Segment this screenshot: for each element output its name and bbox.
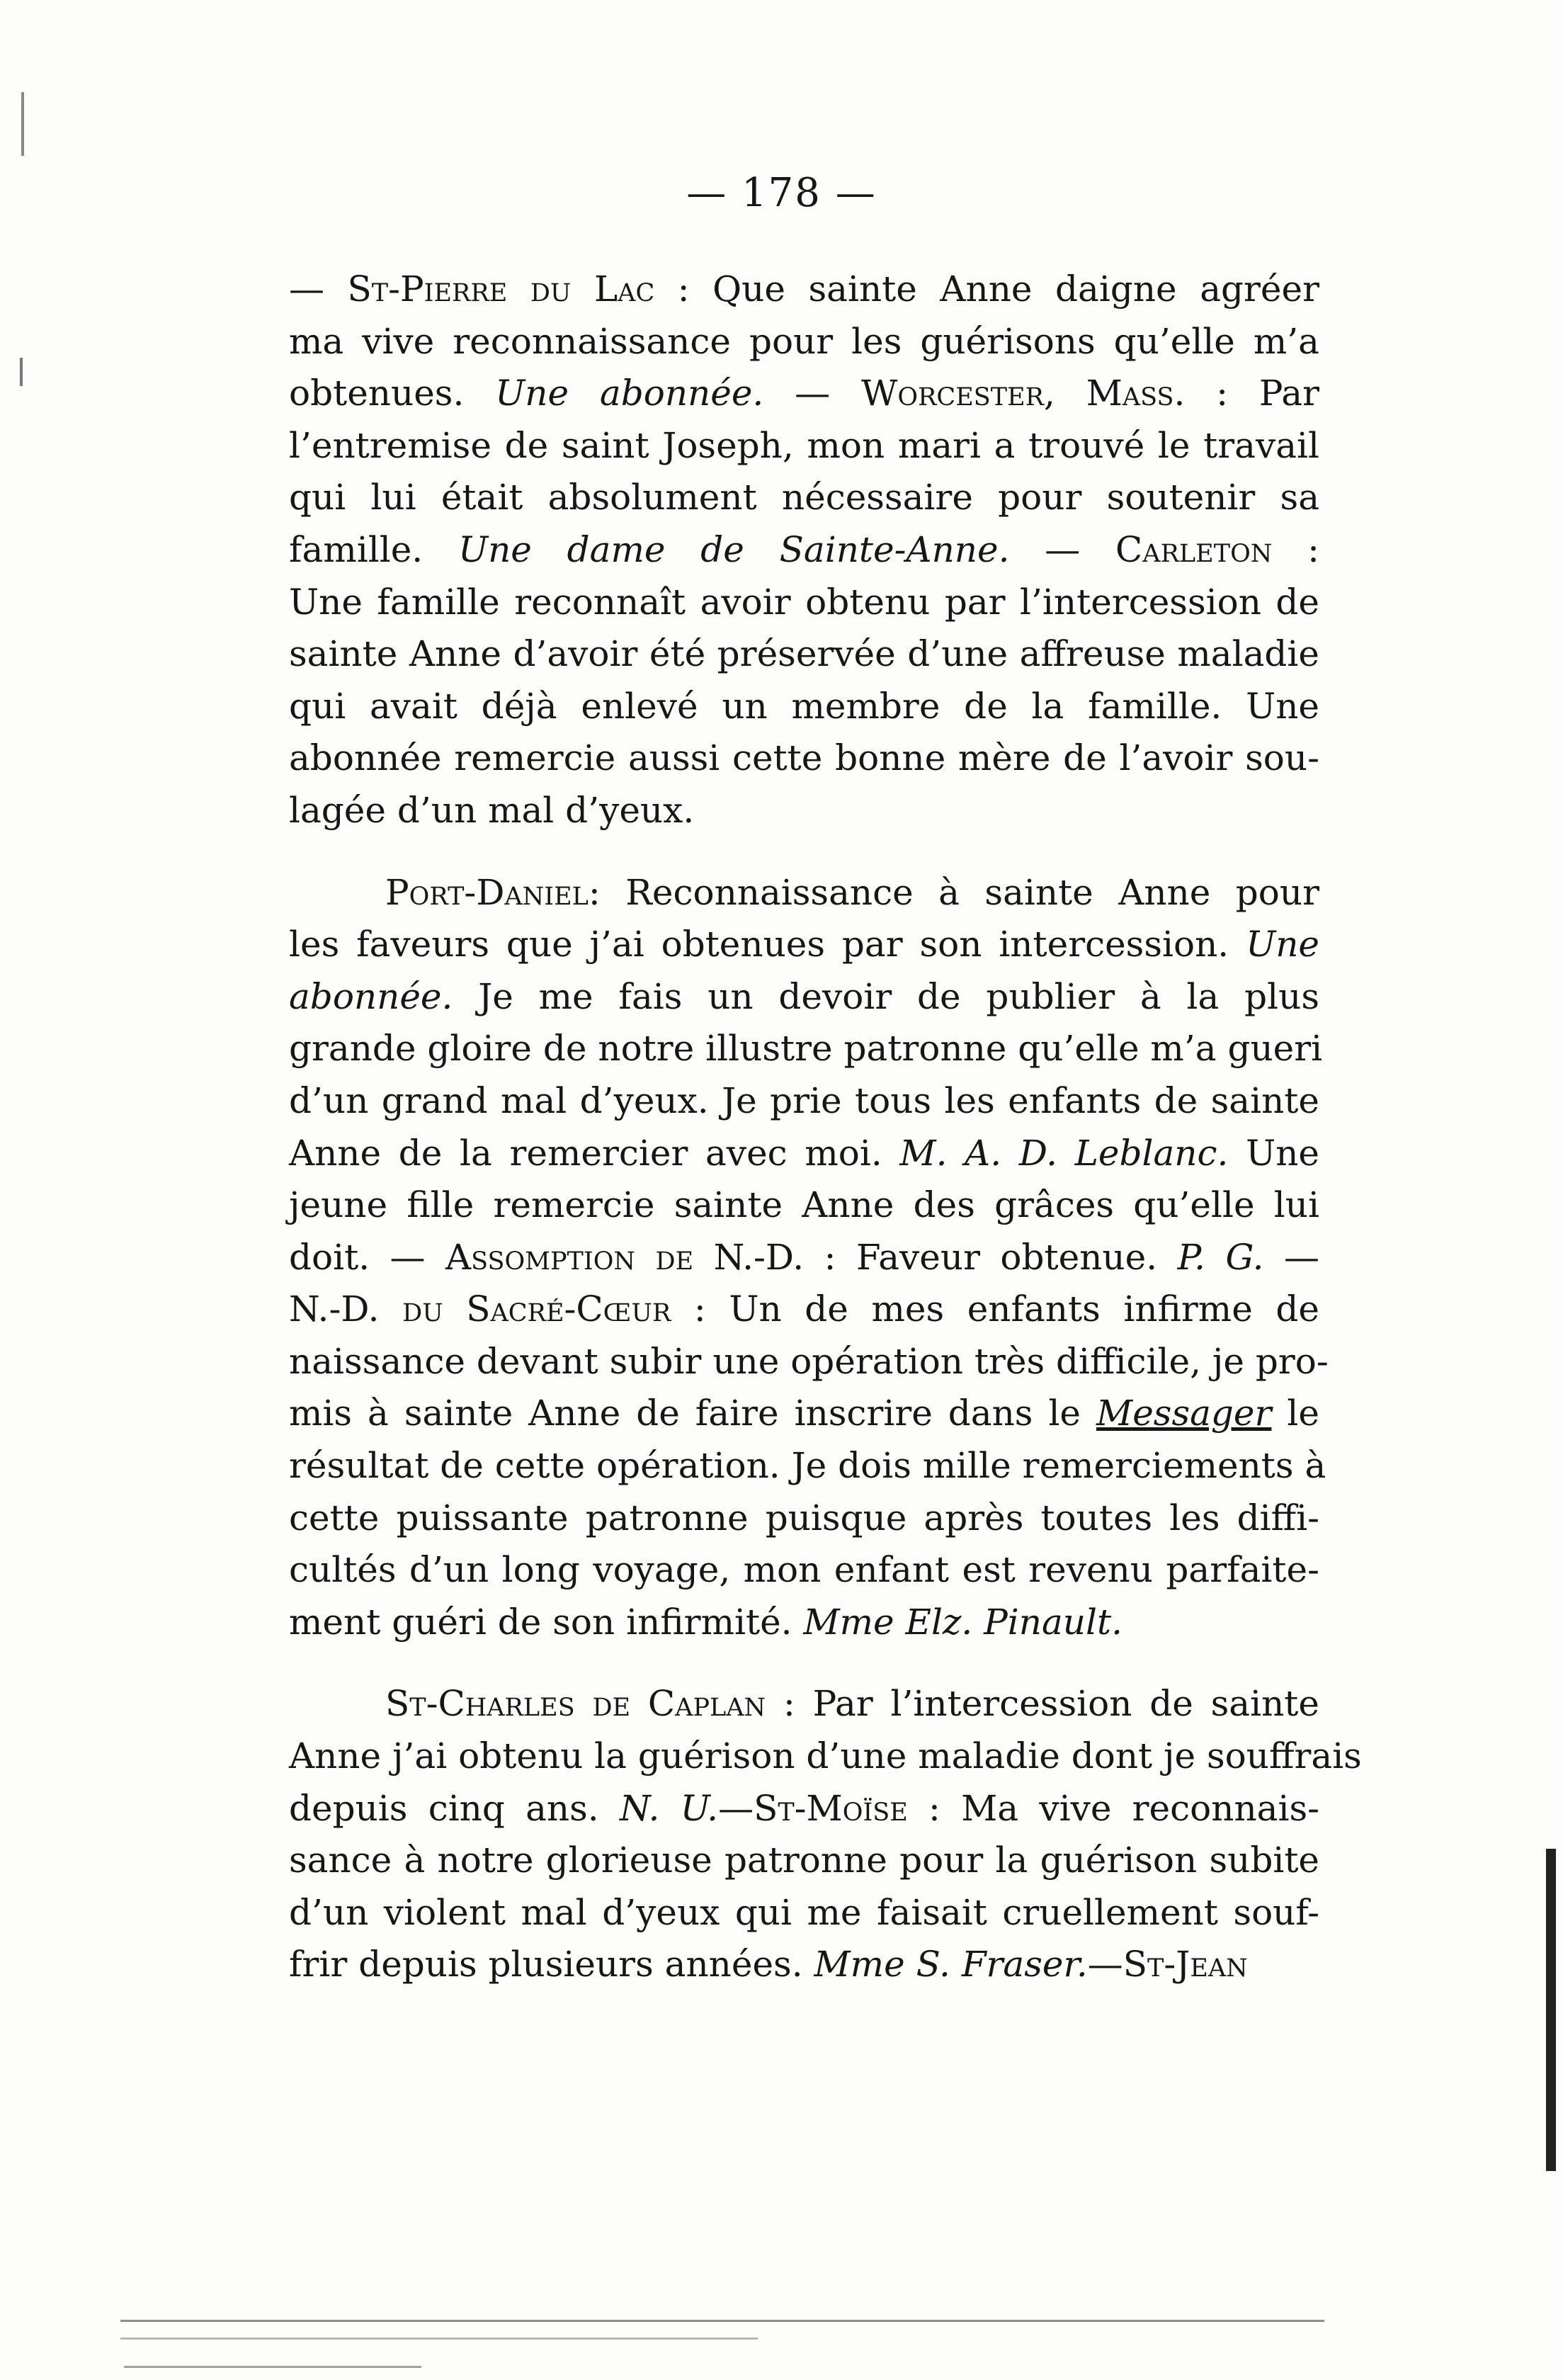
text-line [289,1023,1323,1075]
text-line [289,1835,1319,1887]
text-run: qui avait déjà enlevé un membre de la famille. Une [289,685,1319,727]
text-line [289,628,1319,681]
text-line [289,1440,1326,1492]
scan-edge-mark [21,92,24,156]
text-run: cultés d’un long voyage, mon enfant est revenu parfaite- [289,1549,1319,1591]
text-run: d’un violent mal d’yeux qui me faisait cruellement souf- [289,1891,1319,1933]
text-run: frir depuis plusieurs années. [289,1944,814,1985]
text-run: : Reconnaissance à sainte Anne pour [588,871,1319,913]
signature: P. G. [1177,1236,1264,1278]
text-run: résultat de cette opération. Je dois mille remerciements à [289,1445,1326,1487]
text-line [289,420,1319,472]
text-run: depuis cinq ans. [289,1787,620,1829]
text-run: : Faveur obtenue. [804,1236,1178,1278]
text-line [289,577,1319,629]
text-line [289,1544,1319,1597]
text-run: sainte Anne d’avoir été préservée d’une affreuse maladie [289,633,1319,675]
text-line [289,971,1319,1024]
text-line [289,1597,1319,1649]
text-line [289,1075,1319,1128]
text-run: sance à notre glorieuse patronne pour la guérison subite [289,1840,1319,1881]
scan-noise-line [124,2366,421,2368]
text-line [289,368,1319,420]
text-run: : Par [1185,373,1320,414]
text-line [289,867,1319,919]
text-line [289,1128,1319,1180]
text-run: l’entremise de saint Joseph, mon mari a trouvé le travail [289,424,1319,466]
text-line [289,681,1319,733]
text-line [289,1284,1319,1336]
text-run: : Par l’intercession de sainte [766,1683,1319,1725]
text-run: — [1263,1236,1319,1278]
text-run: Une famille reconnaît avoir obtenu par l’intercession de [289,581,1319,623]
text-run: : Ma vive reconnais- [907,1787,1320,1829]
text-run: — [763,373,861,414]
text-run: : Que sainte Anne daigne agréer [654,268,1319,310]
text-run: cette puissante patronne puisque après toutes les diffi- [289,1497,1319,1538]
text-run: d’un grand mal d’yeux. Je prie tous les enfants de sainte [289,1080,1319,1121]
text-run: abonnée remercie aussi cette bonne mère de l’avoir sou- [289,737,1319,779]
text-line [289,1232,1319,1284]
place-name: St-Charles de Caplan [385,1683,766,1725]
text-run: Anne j’ai obtenu la guérison d’une maladie dont je souffrais [289,1735,1362,1777]
place-name: Carleton [1115,528,1273,570]
text-line [289,1887,1319,1939]
text-line [289,472,1319,524]
place-name: N.-D. du Sacré-Cœur [289,1288,671,1330]
scan-noise-line [120,2338,758,2340]
text-line [289,524,1319,577]
signature: Une [1246,924,1319,965]
text-run: famille. [289,528,458,570]
signature: Une dame de Sainte-Anne. [457,528,1010,570]
text-line [289,919,1319,971]
place-name: Assomption de N.-D. [445,1236,805,1278]
signature: Mme S. Fraser. [814,1944,1088,1985]
text-run: doit. — [289,1236,446,1278]
text-run: ma vive reconnaissance pour les guérisons qu’elle m’a [289,320,1319,362]
text-run: ment guéri de son infirmité. [289,1601,804,1643]
text-line [289,1388,1319,1440]
text-run: le [1271,1393,1319,1434]
text-line [289,1678,1319,1730]
text-run: Une [1228,1132,1320,1174]
text-run: Anne de la remercier avec moi. [289,1132,900,1174]
text-run: — [1087,1944,1123,1985]
text-line [289,264,1319,316]
scan-noise-line [120,2320,1324,2322]
place-name: St-Jean [1122,1944,1248,1985]
signature: Une abonnée. [495,373,764,414]
body-text [289,264,1362,1991]
text-run: — [718,1787,754,1829]
paragraph-gap [289,1648,1319,1678]
text-run: grande gloire de notre illustre patronne qu’elle m’a gueri [289,1028,1323,1070]
scan-edge-mark [20,358,23,386]
text-run: obtenues. [289,373,496,414]
page-number: — 178 — [686,170,877,216]
scan-edge-mark [1546,1849,1556,2171]
text-run: naissance devant subir une opération très difficile, je pro- [289,1340,1329,1382]
text-run: — [289,268,348,310]
text-run: : [1272,528,1320,570]
place-name: St-Moïse [754,1787,908,1829]
text-line [289,785,1319,837]
place-name: Port-Daniel [385,871,589,913]
text-line [289,1336,1329,1388]
signature: abonnée. [289,975,453,1017]
text-run: lagée d’un mal d’yeux. [289,789,695,831]
text-run: mis à sainte Anne de faire inscrire dans le [289,1393,1096,1434]
text-line [289,732,1319,785]
text-run: qui lui était absolument nécessaire pour soutenir sa [289,477,1319,518]
signature: N. U. [619,1787,719,1829]
signature: M. A. D. Leblanc. [899,1132,1229,1174]
text-run: les faveurs que j’ai obtenues par son intercession. [289,924,1246,965]
publication-title: Messager [1096,1393,1272,1434]
paragraph-gap [289,837,1319,867]
text-line [289,1179,1319,1232]
signature: Mme Elz. Pinault. [803,1601,1122,1643]
text-line [289,1492,1319,1545]
text-run: jeune fille remercie sainte Anne des grâces qu’elle lui [289,1184,1319,1226]
text-line [289,316,1319,368]
text-line [289,1730,1362,1783]
place-name: Worcester, Mass. [860,373,1186,414]
text-line [289,1783,1319,1835]
text-run: — [1009,528,1116,570]
text-run: Je me fais un devoir de publier à la plus [453,975,1319,1017]
place-name: St-Pierre du Lac [347,268,655,310]
text-run: : Un de mes enfants infirme de [671,1288,1319,1330]
text-line [289,1939,1319,1991]
